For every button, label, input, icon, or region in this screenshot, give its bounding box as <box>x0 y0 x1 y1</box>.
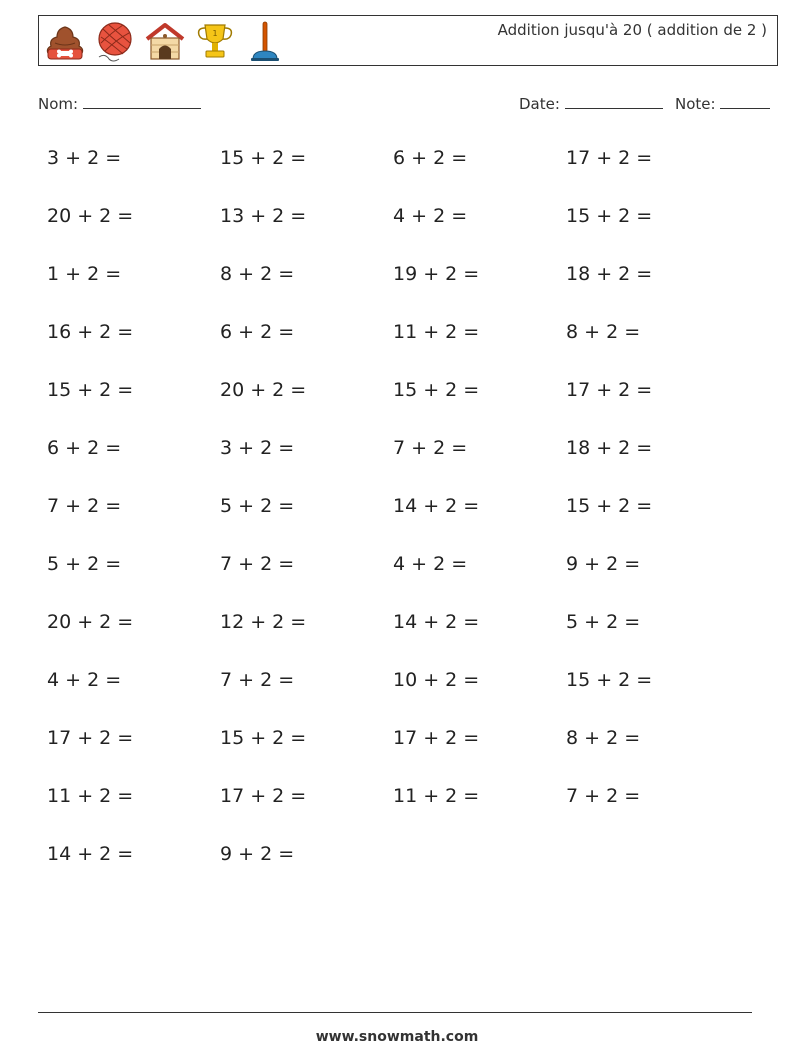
problem-item: 5 + 2 = <box>566 611 641 633</box>
problem-item: 11 + 2 = <box>47 785 134 807</box>
problem-item: 20 + 2 = <box>47 205 134 227</box>
problem-item: 4 + 2 = <box>47 669 122 691</box>
header-box <box>38 15 778 66</box>
footer-divider <box>38 1012 752 1013</box>
problem-item: 4 + 2 = <box>393 553 468 575</box>
problem-item: 7 + 2 = <box>566 785 641 807</box>
problem-item: 6 + 2 = <box>220 321 295 343</box>
problem-item: 3 + 2 = <box>220 437 295 459</box>
problem-item: 15 + 2 = <box>393 379 480 401</box>
problem-item: 1 + 2 = <box>47 263 122 285</box>
problem-item: 15 + 2 = <box>220 727 307 749</box>
trophy-icon <box>193 19 237 63</box>
problem-item: 17 + 2 = <box>47 727 134 749</box>
date-label: Date: <box>519 95 560 113</box>
problem-item: 15 + 2 = <box>566 495 653 517</box>
problem-item: 17 + 2 = <box>566 379 653 401</box>
problem-item: 8 + 2 = <box>566 321 641 343</box>
problem-item: 6 + 2 = <box>393 147 468 169</box>
problem-item: 7 + 2 = <box>220 669 295 691</box>
problem-item: 11 + 2 = <box>393 785 480 807</box>
problem-item: 14 + 2 = <box>47 843 134 865</box>
problem-item: 15 + 2 = <box>566 669 653 691</box>
footer-url: www.snowmath.com <box>315 1029 479 1045</box>
worksheet-title: Addition jusqu'à 20 ( addition de 2 ) <box>497 21 767 39</box>
score-blank[interactable] <box>720 94 770 109</box>
problem-item: 7 + 2 = <box>393 437 468 459</box>
problem-item: 11 + 2 = <box>393 321 480 343</box>
date-blank[interactable] <box>565 94 663 109</box>
name-blank[interactable] <box>83 94 201 109</box>
problem-item: 5 + 2 = <box>47 553 122 575</box>
problem-item: 17 + 2 = <box>393 727 480 749</box>
problem-item: 13 + 2 = <box>220 205 307 227</box>
problem-item: 18 + 2 = <box>566 263 653 285</box>
problem-item: 15 + 2 = <box>47 379 134 401</box>
problem-item: 3 + 2 = <box>47 147 122 169</box>
problem-item: 14 + 2 = <box>393 495 480 517</box>
score-label: Note: <box>675 95 716 113</box>
problem-item: 8 + 2 = <box>566 727 641 749</box>
problem-item: 17 + 2 = <box>566 147 653 169</box>
plunger-icon <box>243 19 287 63</box>
problem-item: 8 + 2 = <box>220 263 295 285</box>
problem-item: 10 + 2 = <box>393 669 480 691</box>
yarn-ball-icon <box>93 19 137 63</box>
problem-item: 12 + 2 = <box>220 611 307 633</box>
name-field[interactable] <box>38 94 201 113</box>
problem-item: 6 + 2 = <box>47 437 122 459</box>
svg-text:1: 1 <box>212 29 218 38</box>
problem-item: 15 + 2 = <box>566 205 653 227</box>
problem-item: 19 + 2 = <box>393 263 480 285</box>
problem-item: 9 + 2 = <box>220 843 295 865</box>
poop-icon <box>43 19 87 63</box>
score-field[interactable] <box>675 94 770 113</box>
problem-item: 7 + 2 = <box>220 553 295 575</box>
date-field[interactable] <box>519 94 663 113</box>
problem-item: 5 + 2 = <box>220 495 295 517</box>
problem-item: 20 + 2 = <box>47 611 134 633</box>
icon-strip <box>43 19 287 63</box>
problem-item: 17 + 2 = <box>220 785 307 807</box>
problem-item: 20 + 2 = <box>220 379 307 401</box>
problem-item: 14 + 2 = <box>393 611 480 633</box>
name-label: Nom: <box>38 95 79 113</box>
problem-item: 15 + 2 = <box>220 147 307 169</box>
problem-item: 9 + 2 = <box>566 553 641 575</box>
problem-item: 7 + 2 = <box>47 495 122 517</box>
problem-item: 18 + 2 = <box>566 437 653 459</box>
problem-item: 4 + 2 = <box>393 205 468 227</box>
problem-item: 16 + 2 = <box>47 321 134 343</box>
dog-house-icon <box>143 19 187 63</box>
